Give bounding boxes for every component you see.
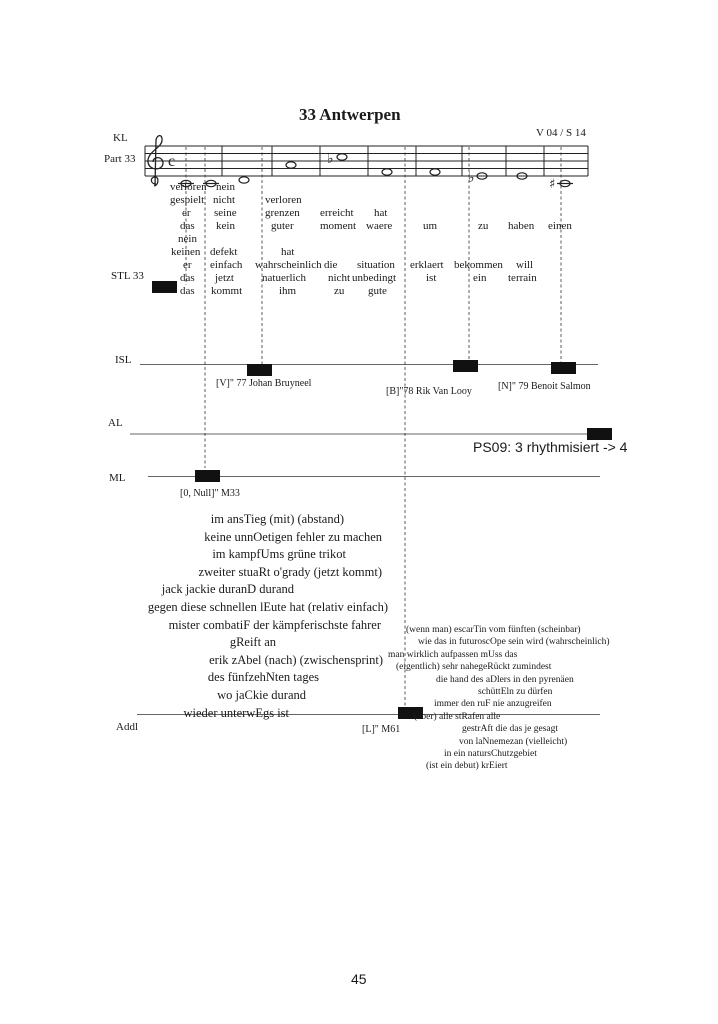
lyric-word: grenzen xyxy=(265,207,300,219)
lyric-column-9 xyxy=(548,181,572,233)
lyric-column-4 xyxy=(318,181,356,298)
text-line: wo jaCkie durand xyxy=(217,687,306,702)
time-signature: c xyxy=(168,153,176,170)
lyric-word xyxy=(410,194,444,207)
ml-label: ML xyxy=(109,472,126,484)
text-line: wieder unterwEgs ist xyxy=(183,705,289,720)
lyric-word xyxy=(366,246,396,259)
addl-caption: [L]" M61 xyxy=(362,724,401,735)
page-number: 45 xyxy=(351,971,367,987)
lyric-word xyxy=(548,207,572,220)
lyric-word: zu xyxy=(478,220,489,232)
lyric-word: nicht xyxy=(213,194,235,206)
kl-label: KL xyxy=(113,132,128,144)
al-caption: PS09: 3 rhythmisiert -> 4 xyxy=(473,439,628,455)
stl-label: STL 33 xyxy=(111,270,144,282)
lyric-word xyxy=(454,233,503,246)
text-line: mister combatiF der kämpferischste fahrer xyxy=(168,617,381,632)
lyric-word xyxy=(210,233,242,246)
lyric-word: hat xyxy=(374,207,388,219)
ml-caption: [0, Null]" M33 xyxy=(180,488,240,499)
lyric-word xyxy=(454,194,503,207)
lyric-word xyxy=(318,233,356,246)
lyric-word: das xyxy=(180,285,195,297)
lyric-word: kein xyxy=(216,220,235,232)
isl-label: ISL xyxy=(115,354,132,366)
lyric-word xyxy=(410,181,444,194)
lyric-column-3 xyxy=(255,181,322,298)
lyric-word xyxy=(454,285,503,298)
lyric-word: das xyxy=(180,220,195,232)
text-line: des fünfzehNten tages xyxy=(207,670,319,685)
part-label: Part 33 xyxy=(104,153,136,165)
lyric-column-5 xyxy=(352,181,396,298)
text-line: erik zAbel (nach) (zwischensprint) xyxy=(209,652,383,667)
lyric-word: einfach xyxy=(210,259,243,271)
lyric-column-6 xyxy=(410,181,444,298)
lyric-word xyxy=(366,233,396,246)
lyric-word xyxy=(410,207,444,220)
addl-label: Addl xyxy=(116,721,138,733)
text-line: (aber) alle stRafen alle xyxy=(414,711,501,722)
page-title: 33 Antwerpen xyxy=(299,105,401,124)
text-line: keine unnOetigen fehler zu machen xyxy=(204,529,382,544)
text-line: die hand des aDlers in den pyrenäen xyxy=(436,674,574,685)
lyric-word: jetzt xyxy=(215,272,234,284)
lyric-word xyxy=(508,207,537,220)
isl-caption-bruyneel: [V]" 77 Johan Bruyneel xyxy=(216,378,312,389)
lyric-word: gespielt xyxy=(170,194,205,206)
lyric-word xyxy=(318,194,356,207)
text-line: gestrAft die das je gesagt xyxy=(462,724,559,735)
text-line: (wenn man) escarTin vom fünften (scheinbar) xyxy=(406,625,581,635)
lyric-word: guter xyxy=(271,220,294,232)
lyric-word: erreicht xyxy=(320,207,354,219)
lyric-word xyxy=(454,207,503,220)
lyric-word: erklaert xyxy=(410,259,444,271)
lyric-word xyxy=(410,285,444,298)
lyric-word xyxy=(318,181,356,194)
lyric-word: ihm xyxy=(279,285,297,297)
lyric-column-7 xyxy=(454,181,503,298)
lyric-word: wahrscheinlich xyxy=(255,259,322,271)
lyric-word: er xyxy=(183,259,192,271)
lyric-word: er xyxy=(182,207,191,219)
text-line: man wirklich aufpassen mUss das xyxy=(388,649,518,660)
lyric-column-1 xyxy=(170,181,207,298)
lyric-word: moment xyxy=(320,220,357,232)
text-line: gegen diese schnellen lEute hat (relativ einfach) xyxy=(147,599,388,614)
text-line: wie das in futuroscOpe sein wird (wahrscheinlich) xyxy=(418,637,610,648)
isl-caption-salmon: [N]" 79 Benoit Salmon xyxy=(498,381,591,392)
text-line: jack jackie duranD durand xyxy=(161,582,294,597)
lyric-word: verloren xyxy=(170,181,207,193)
lyric-word: die xyxy=(324,259,338,271)
text-line: schüttEln zu dürfen xyxy=(478,687,553,698)
lyric-word: hat xyxy=(281,246,295,258)
isl-caption-van-looy: [B]"78 Rik Van Looy xyxy=(386,386,472,397)
lyric-word xyxy=(508,285,537,298)
text-line: (eigentlich) sehr nahegeRückt zumindest xyxy=(396,662,552,673)
lyric-word: das xyxy=(180,272,195,284)
flat-icon: ♭ xyxy=(468,170,475,186)
lyric-word: gute xyxy=(368,285,387,297)
staff xyxy=(145,146,588,176)
lyric-word: um xyxy=(423,220,438,232)
flat-icon: ♭ xyxy=(327,151,334,167)
lyric-word: waere xyxy=(366,220,393,232)
lyric-word: zu xyxy=(334,285,345,297)
lyric-word xyxy=(454,246,503,259)
lyric-word: defekt xyxy=(210,246,238,258)
lyric-column-8 xyxy=(508,181,537,298)
lyric-word: nein xyxy=(178,233,197,245)
lyric-word xyxy=(508,233,537,246)
lyric-word: will xyxy=(516,259,534,271)
lyric-word xyxy=(508,181,537,194)
lyric-word xyxy=(548,181,572,194)
lyric-word: seine xyxy=(214,207,237,219)
lyric-word xyxy=(410,246,444,259)
lyric-word xyxy=(366,194,396,207)
lyric-word: ein xyxy=(473,272,487,284)
lyric-word: ist xyxy=(426,272,437,284)
lyric-word: keinen xyxy=(171,246,201,258)
lyric-word: unbedingt xyxy=(352,272,396,284)
lyric-word: kommt xyxy=(211,285,243,297)
text-line: (ist ein debut) krEiert xyxy=(426,761,508,772)
lyric-word: bekommen xyxy=(454,259,503,271)
text-line: in ein natursChutzgebiet xyxy=(444,749,537,760)
version-label: V 04 / S 14 xyxy=(536,127,586,139)
al-label: AL xyxy=(108,417,123,429)
lyric-word xyxy=(255,181,322,194)
text-line: von laNnemezan (vielleicht) xyxy=(459,736,568,747)
sharp-icon: ♯ xyxy=(549,177,556,192)
text-line: im ansTieg (mit) (abstand) xyxy=(210,512,344,526)
text-line: zweiter stuaRt o'grady (jetzt kommt) xyxy=(198,564,382,579)
lyric-word: nein xyxy=(216,181,235,193)
lyric-word: terrain xyxy=(508,272,537,284)
lyric-word xyxy=(548,194,572,207)
lyric-word: natuerlich xyxy=(262,272,306,284)
lyric-word: nicht xyxy=(328,272,350,284)
lyric-word xyxy=(508,194,537,207)
lyric-column-2 xyxy=(210,181,242,298)
lyric-word xyxy=(318,246,356,259)
lyric-word: haben xyxy=(508,220,535,232)
lyric-word: verloren xyxy=(265,194,302,206)
lyric-word: einen xyxy=(548,220,572,232)
lyric-word xyxy=(255,233,322,246)
text-line: gReift an xyxy=(229,635,276,650)
text-line: im kampfUms grüne trikot xyxy=(212,547,346,562)
text-line: immer den ruF nie anzugreifen xyxy=(434,699,552,710)
text-block-right xyxy=(388,624,610,773)
lyric-word xyxy=(508,246,537,259)
lyric-word xyxy=(366,181,396,194)
lyric-word xyxy=(454,181,503,194)
lyric-word xyxy=(410,233,444,246)
lyric-word: situation xyxy=(357,259,395,271)
text-block-left xyxy=(112,511,388,722)
